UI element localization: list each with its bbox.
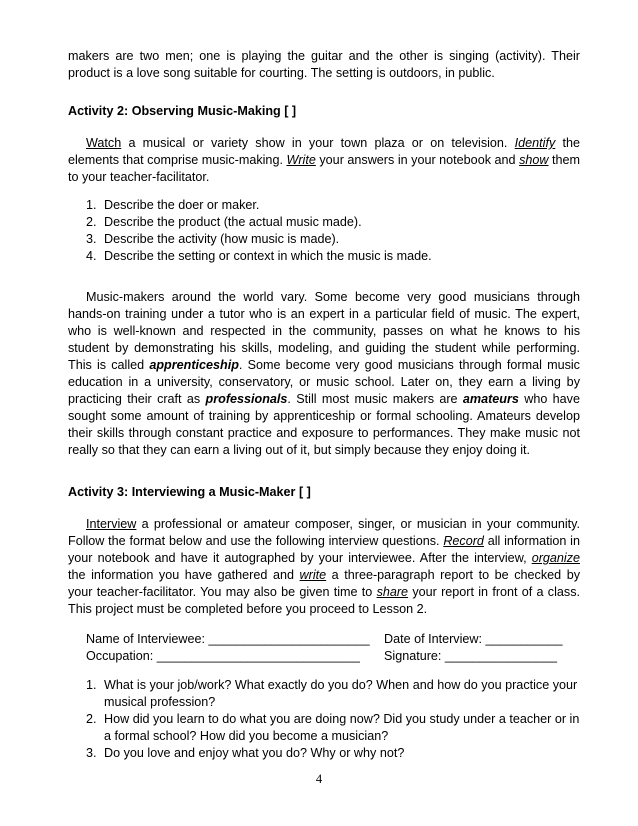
write-word: Write [286, 153, 316, 167]
signature-field[interactable]: Signature: ________________ [384, 649, 557, 663]
interviewee-name-field[interactable]: Name of Interviewee: _______________________ [86, 632, 370, 646]
activity2-list [68, 197, 580, 265]
identify-word: Identify [514, 136, 556, 150]
occupation-field[interactable]: Occupation: _____________________________ [86, 649, 360, 663]
amateurs-term: amateurs [462, 392, 519, 406]
apprenticeship-term: apprenticeship [149, 358, 239, 372]
list-item: 2. How did you learn to do what you are doing now? Did you study under a teacher or in a formal school? How did you become a musician? [86, 712, 580, 743]
list-item: 2. Describe the product (the actual music made). [86, 215, 362, 229]
show-word: show [519, 153, 549, 167]
interview-questions [68, 677, 580, 762]
document-page [68, 48, 580, 762]
interview-word: Interview [86, 517, 137, 531]
share-word: share [376, 585, 409, 599]
organize-word: organize [531, 551, 580, 565]
list-item: 1. What is your job/work? What exactly do you do? When and how do you practice your musical profession? [86, 678, 578, 709]
form-row-2 [86, 648, 580, 665]
list-item: 3. Describe the activity (how music is made). [86, 232, 340, 246]
record-word: Record [443, 534, 484, 548]
watch-word: Watch [86, 136, 122, 150]
intro-paragraph: makers are two men; one is playing the guitar and the other is singing (activity). Their product is a love song suitable for courting. The setting is outdoors, in public. [68, 49, 580, 80]
activity2-instructions: Watch a musical or variety show in your town plaza or on television. Identify the elements that comprise music-making. Write your answers in your notebook and show them to your teacher-facilitator. [68, 136, 580, 184]
form-row-1 [86, 631, 580, 648]
interview-date-field[interactable]: Date of Interview: ___________ [384, 632, 563, 646]
list-item: 1. Describe the doer or maker. [86, 198, 260, 212]
professionals-term: professionals [205, 392, 288, 406]
activity3-heading: Activity 3: Interviewing a Music-Maker [ ] [68, 485, 311, 499]
music-makers-paragraph: Music-makers around the world vary. Some become very good musicians through hands-on training under a tutor who is an expert in a particular field of music. The expert, who is well-known and respected in the community, passes on what he knows to his student by demonstrating his skills, modeling, and guiding the student while performing. This is called apprenticeship. Some become very good musicians through formal music education in a university, conservatory, or music school. Later on, they earn a living by practicing their craft as professionals. Still most music makers are amateurs who have sought some amount of training by apprenticeship or formal schooling. Amateurs develop their skills through constant practice and exposure to performances. They make music not really so that they can earn a living out of it, but simply because they enjoy doing it. [68, 290, 580, 457]
list-item: 3. Do you love and enjoy what you do? Why or why not? [86, 746, 405, 760]
page-number: 4 [315, 772, 323, 786]
activity2-heading: Activity 2: Observing Music-Making [ ] [68, 104, 297, 118]
list-item: 4. Describe the setting or context in which the music is made. [86, 249, 432, 263]
write-word-2: write [299, 568, 327, 582]
activity3-instructions: Interview a professional or amateur composer, singer, or musician in your community. Follow the format below and use the following interview questions. Record all information in your notebook and have it autographed by your interviewee. After the interview, organize the information you have gathered and write a three-paragraph report to be checked by your teacher-facilitator. You may also be given time to share your report in front of a class. This project must be completed before you proceed to Lesson 2. [68, 517, 580, 616]
